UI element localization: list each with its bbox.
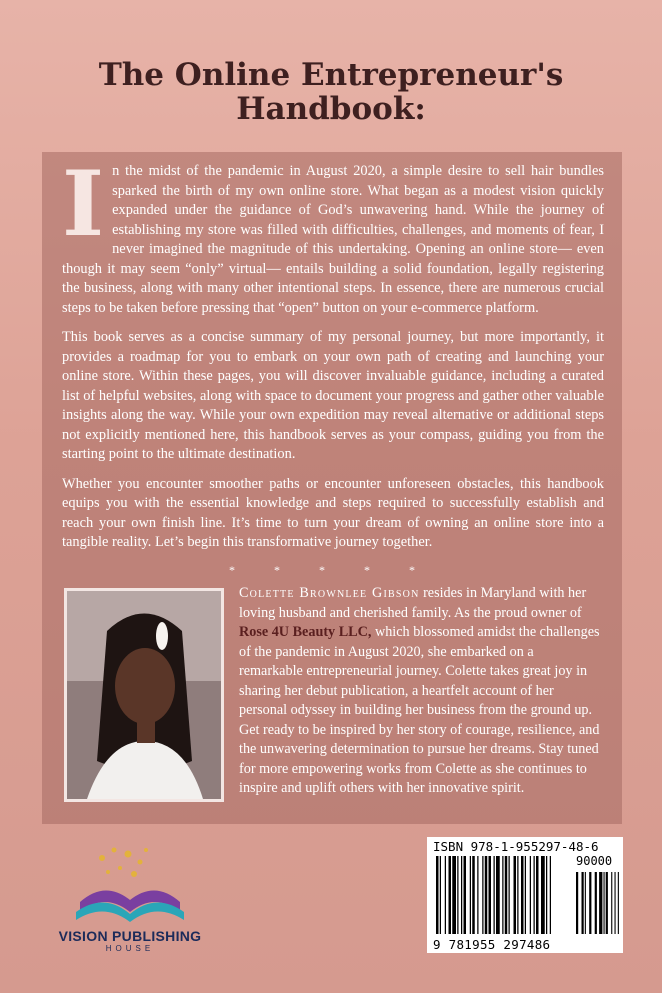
open-book-icon bbox=[40, 840, 220, 930]
title-line-2: Handbook: bbox=[236, 91, 426, 127]
barcode-bar bbox=[521, 856, 524, 934]
barcode-bar bbox=[541, 856, 545, 934]
barcode-addon-bar bbox=[595, 872, 597, 934]
intro-paragraph-1 bbox=[62, 151, 604, 318]
intro-paragraph-2: This book serves as a concise summary of my personal journey, but more importantly, it provides a roadmap for you to embark on your own path of creating and launching your online store. Within these pages, you will discover invaluable guidance, including a curated list of helpful websites, along with space to document your progress and gather other valuable insights along the way. While your own expedition may reveal alternative or additional steps not explicitly mentioned here, this handbook serves as your compass, guiding you from the starting point to the ultimate destination. bbox=[62, 329, 604, 462]
barcode-bar bbox=[472, 856, 475, 934]
barcode-addon-bar bbox=[585, 872, 586, 934]
barcode-addon-bar bbox=[589, 872, 591, 934]
book-title bbox=[0, 58, 662, 126]
barcode-addon-bar bbox=[582, 872, 584, 934]
barcode-bar bbox=[546, 856, 547, 934]
barcode-bar bbox=[445, 856, 446, 934]
title-line-1: The Online Entrepreneur's bbox=[98, 57, 564, 93]
barcode-bar bbox=[530, 856, 531, 934]
barcode-addon-bar bbox=[604, 872, 605, 934]
barcode-addon-bar bbox=[606, 872, 608, 934]
intro-paragraph-3: Whether you encounter smoother paths or encounter unforeseen obstacles, this handbook equips you with the essential knowledge and steps required to successfully establish and reach your own finish line. It’s time to turn your dream of owning an online store into a tangible reality. Let’s begin this transformative journey together. bbox=[62, 475, 604, 550]
author-bio bbox=[239, 584, 601, 799]
barcode-bar bbox=[482, 856, 483, 934]
barcode-bar bbox=[550, 856, 551, 934]
bio-text-part-1: resides in Maryland with her loving husband and cherished family. As the proud owner of bbox=[239, 585, 587, 621]
barcode-bar bbox=[502, 856, 503, 934]
company-name: Rose 4U Beauty LLC, bbox=[239, 624, 372, 640]
barcode-bar bbox=[525, 856, 526, 934]
barcode-bar bbox=[449, 856, 452, 934]
barcode-bar bbox=[505, 856, 508, 934]
barcode-bar bbox=[464, 856, 467, 934]
author-name: Colette Brownlee Gibson bbox=[239, 585, 420, 601]
barcode-addon-bar bbox=[611, 872, 612, 934]
isbn-number: ISBN 978-1-955297-48-6 bbox=[433, 839, 599, 854]
barcode-bar bbox=[440, 856, 441, 934]
section-separator: * * * * * bbox=[229, 563, 433, 577]
intro-text bbox=[62, 151, 604, 563]
publisher-name: VISION PUBLISHING bbox=[58, 928, 202, 944]
barcode-addon-bar bbox=[576, 872, 578, 934]
barcode-bar bbox=[489, 856, 492, 934]
barcode-bar bbox=[534, 856, 535, 934]
barcode-bar bbox=[485, 856, 488, 934]
barcode-bar bbox=[536, 856, 539, 934]
barcode-bar bbox=[494, 856, 495, 934]
intro-paragraph-1-text: n the midst of the pandemic in August 2020, a simple desire to sell hair bundles sparked the birth of my own online store. What began as a modest vision quickly expanded under the guidance of God’s unwavering hand. While the journey of establishing my store was filled with difficulties, challenges, and moments of fear, I never imagined the magnitude of this undertaking. Opening an online store— even though it may seem “only” virtual— entails building a solid foundation, legally registering the business, along with many other intentional steps. In essence, there are numerous crucial steps to be taken before pressing that “open” button on your e-commerce platform. bbox=[62, 163, 604, 316]
price-addon: 90000 bbox=[576, 854, 613, 868]
publisher-sub: HOUSE bbox=[105, 944, 155, 953]
barcode-bar bbox=[517, 856, 518, 934]
barcode-bar bbox=[496, 856, 500, 934]
author-photo bbox=[64, 588, 224, 802]
barcode-bar bbox=[436, 856, 439, 934]
barcode-addon-bar bbox=[599, 872, 602, 934]
barcode-bar bbox=[477, 856, 478, 934]
barcode-addon-bar bbox=[615, 872, 616, 934]
drop-cap: I bbox=[62, 151, 105, 257]
bio-text-part-2: which blossomed amidst the challenges of the pandemic in August 2020, she embarked on a remarkable entrepreneurial journey. Colette takes great joy in sharing her debut publication, a heartfelt account of her personal odyssey in building her business from the ground up. Get ready to be inspired by her story of courage, resilience, and the unwavering determination to pursue her dreams. Stay tuned for more empowering works from Colette as she continues to inspire and uplift others with her innovative spirit. bbox=[239, 624, 600, 796]
barcode-addon-bar bbox=[618, 872, 619, 934]
barcode-bars bbox=[436, 856, 620, 938]
barcode-bar bbox=[509, 856, 510, 934]
author-photo-illustration bbox=[67, 591, 221, 799]
barcode-digits: 9 781955 297486 bbox=[433, 937, 551, 952]
barcode-bar bbox=[514, 856, 517, 934]
barcode-bar bbox=[452, 856, 456, 934]
barcode-bar bbox=[461, 856, 462, 934]
barcode-bar bbox=[470, 856, 471, 934]
barcode-bar bbox=[457, 856, 458, 934]
